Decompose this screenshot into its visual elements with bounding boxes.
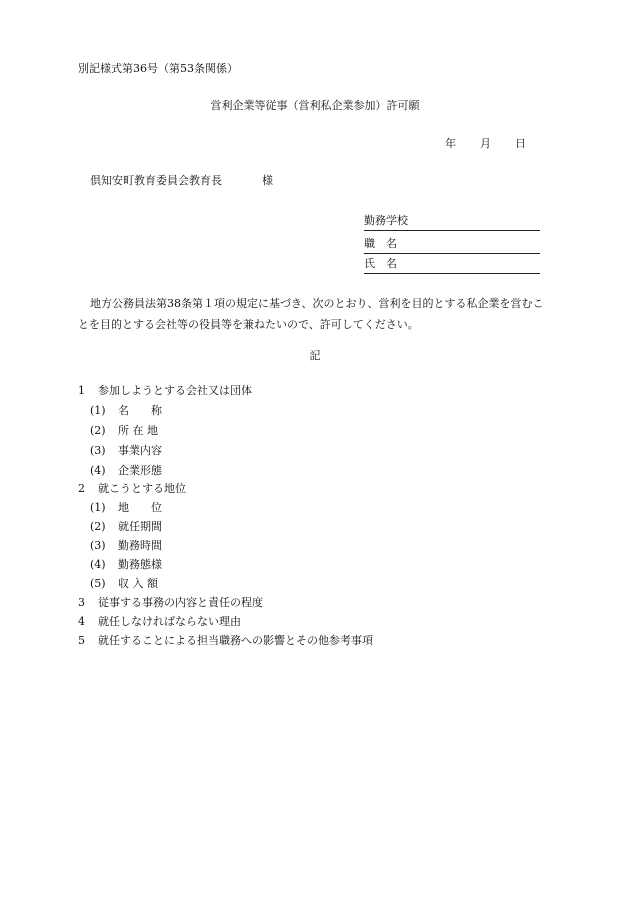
list-item (78, 634, 373, 648)
item-label: 従事する事務の内容と責任の程度 (98, 596, 263, 609)
applicant-post-underline (364, 253, 540, 254)
item-label: 勤務時間 (118, 539, 162, 552)
list-item (90, 501, 162, 515)
list-item (90, 444, 162, 458)
item-number: 5 (78, 634, 85, 647)
list-item (90, 404, 162, 418)
applicant-post-label: 職 名 (364, 237, 397, 250)
ki-heading: 記 (309, 349, 321, 362)
item-number: 4 (78, 615, 85, 628)
item-label: 所 在 地 (118, 424, 158, 437)
applicant-post-field (364, 237, 540, 251)
item-number: (3) (90, 539, 106, 552)
document-title: 営利企業等従事（営利私企業参加）許可願 (210, 99, 420, 112)
item-label: 就任期間 (118, 520, 162, 533)
body-text: 地方公務員法第38条第１項の規定に基づき、次のとおり、営利を目的とする私企業を営むことを目的とする会社等の役員等を兼ねたいので、許可してください。 (78, 297, 544, 331)
item-label: 参加しようとする会社又は団体 (98, 384, 252, 397)
applicant-school-field (364, 214, 540, 228)
applicant-name-field (364, 257, 540, 271)
date-line (445, 137, 526, 151)
form-number: 別記様式第36号（第53条関係） (78, 62, 238, 75)
item-label: 就任することによる担当職務への影響とその他参考事項 (98, 634, 373, 647)
item-number: (3) (90, 444, 106, 457)
list-item (78, 482, 186, 496)
applicant-school-label: 勤務学校 (364, 214, 408, 227)
item-number: (1) (90, 404, 106, 417)
item-number: (2) (90, 520, 106, 533)
list-item (90, 539, 162, 553)
item-label: 勤務態様 (118, 558, 162, 571)
list-item (78, 596, 263, 610)
item-label: 就任しなければならない理由 (98, 615, 241, 628)
item-label: 収 入 額 (118, 577, 158, 590)
date-month: 月 (480, 137, 491, 150)
list-item (90, 558, 162, 572)
date-day: 日 (515, 137, 526, 150)
applicant-name-label: 氏 名 (364, 257, 397, 270)
addressee (90, 174, 273, 188)
item-label: 事業内容 (118, 444, 162, 457)
list-item (78, 384, 252, 398)
item-number: (4) (90, 464, 106, 477)
item-label: 企業形態 (118, 464, 162, 477)
list-item (90, 577, 158, 591)
applicant-name-underline (364, 273, 540, 274)
item-label: 名 称 (118, 404, 162, 417)
item-number: (5) (90, 577, 106, 590)
date-year: 年 (445, 137, 456, 150)
item-number: (4) (90, 558, 106, 571)
list-item (78, 615, 241, 629)
list-item (90, 520, 162, 534)
item-number: (1) (90, 501, 106, 514)
item-number: 2 (78, 482, 85, 495)
item-label: 就こうとする地位 (98, 482, 186, 495)
item-label: 地 位 (118, 501, 162, 514)
addressee-name: 倶知安町教育委員会教育長 (90, 174, 222, 187)
item-number: 3 (78, 596, 85, 609)
list-item (90, 464, 162, 478)
list-item (90, 424, 158, 438)
addressee-honorific: 様 (262, 174, 273, 187)
item-number: 1 (78, 384, 85, 397)
item-number: (2) (90, 424, 106, 437)
applicant-school-underline (364, 230, 540, 231)
